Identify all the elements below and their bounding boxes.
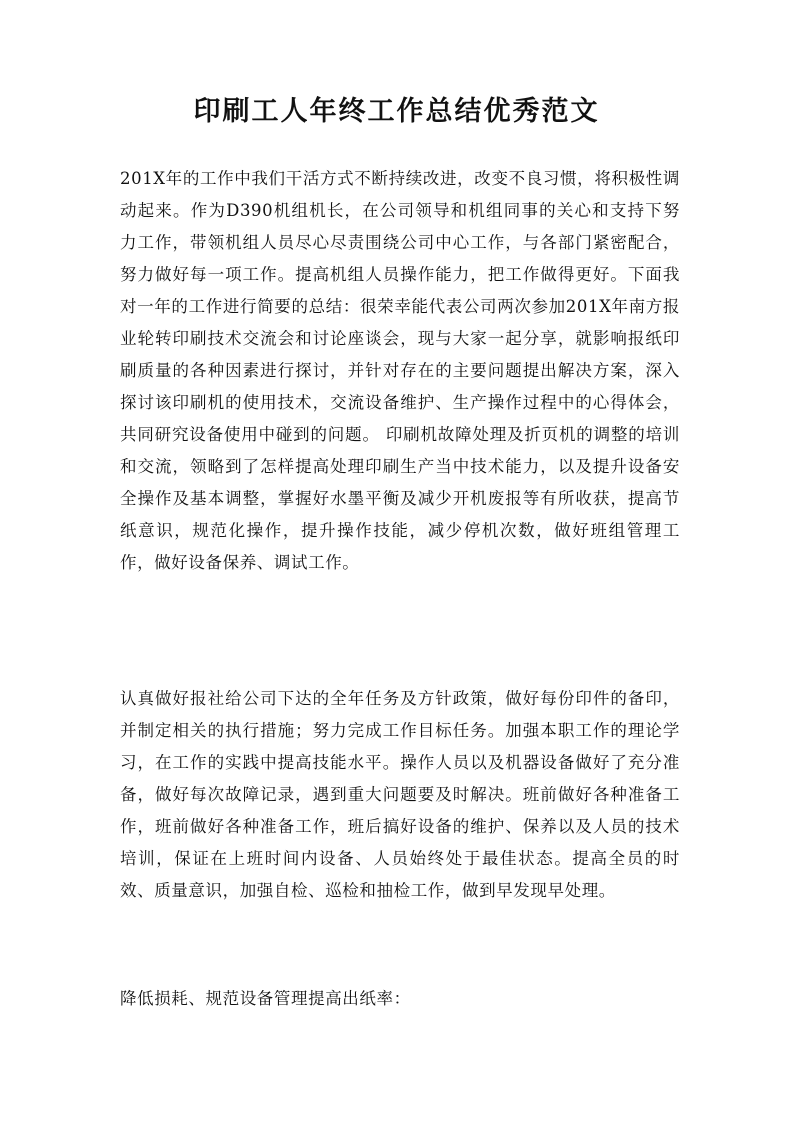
paragraph-text: 认真做好报社给公司下达的全年任务及方针政策，做好每份印件的备印，并制定相关的执行措施；努力完成工作目标任务。加强本职工作的理论学习，在工作的实践中提高技能水平。操作人员以及机器设备做好了充分准备，做好每次故障记录，遇到重大问题要及时解决。班前做好各种准备工作，班前做好各种准备工作，班后搞好设备的维护、保养以及人员的技术培训，保证在上班时间内设备、人员始终处于最佳状态。提高全员的时效、质量意识，加强自检、巡检和抽检工作，做到早发现早处理。 <box>120 689 680 900</box>
document-title: 印刷工人年终工作总结优秀范文 <box>193 96 600 127</box>
paragraph-1 <box>120 163 680 579</box>
paragraph-3 <box>120 983 680 1015</box>
paragraph-2 <box>120 683 680 907</box>
paragraph-text: 201X年的工作中我们干活方式不断持续改进，改变不良习惯，将积极性调动起来。作为D390机组机长，在公司领导和机组同事的关心和支持下努力工作，带领机组人员尽心尽责围绕公司中心工作，与各部门紧密配合，努力做好每一项工作。提高机组人员操作能力，把工作做得更好。下面我对一年的工作进行简要的总结：很荣幸能代表公司两次参加201X年南方报业轮转印刷技术交流会和讨论座谈会，现与大家一起分享，就影响报纸印刷质量的各种因素进行探讨，并针对存在的主要问题提出解决方案，深入探讨该印刷机的使用技术，交流设备维护、生产操作过程中的心得体会，共同研究设备使用中碰到的问题。 印刷机故障处理及折页机的调整的培训和交流，领略到了怎样提高处理印刷生产当中技术能力，以及提升设备安全操作及基本调整，掌握好水墨平衡及减少开机废报等有所收获，提高节纸意识，规范化操作，提升操作技能，减少停机次数，做好班组管理工作，做好设备保养、调试工作。 <box>120 169 680 572</box>
paragraph-text: 降低损耗、规范设备管理提高出纸率： <box>120 989 411 1008</box>
